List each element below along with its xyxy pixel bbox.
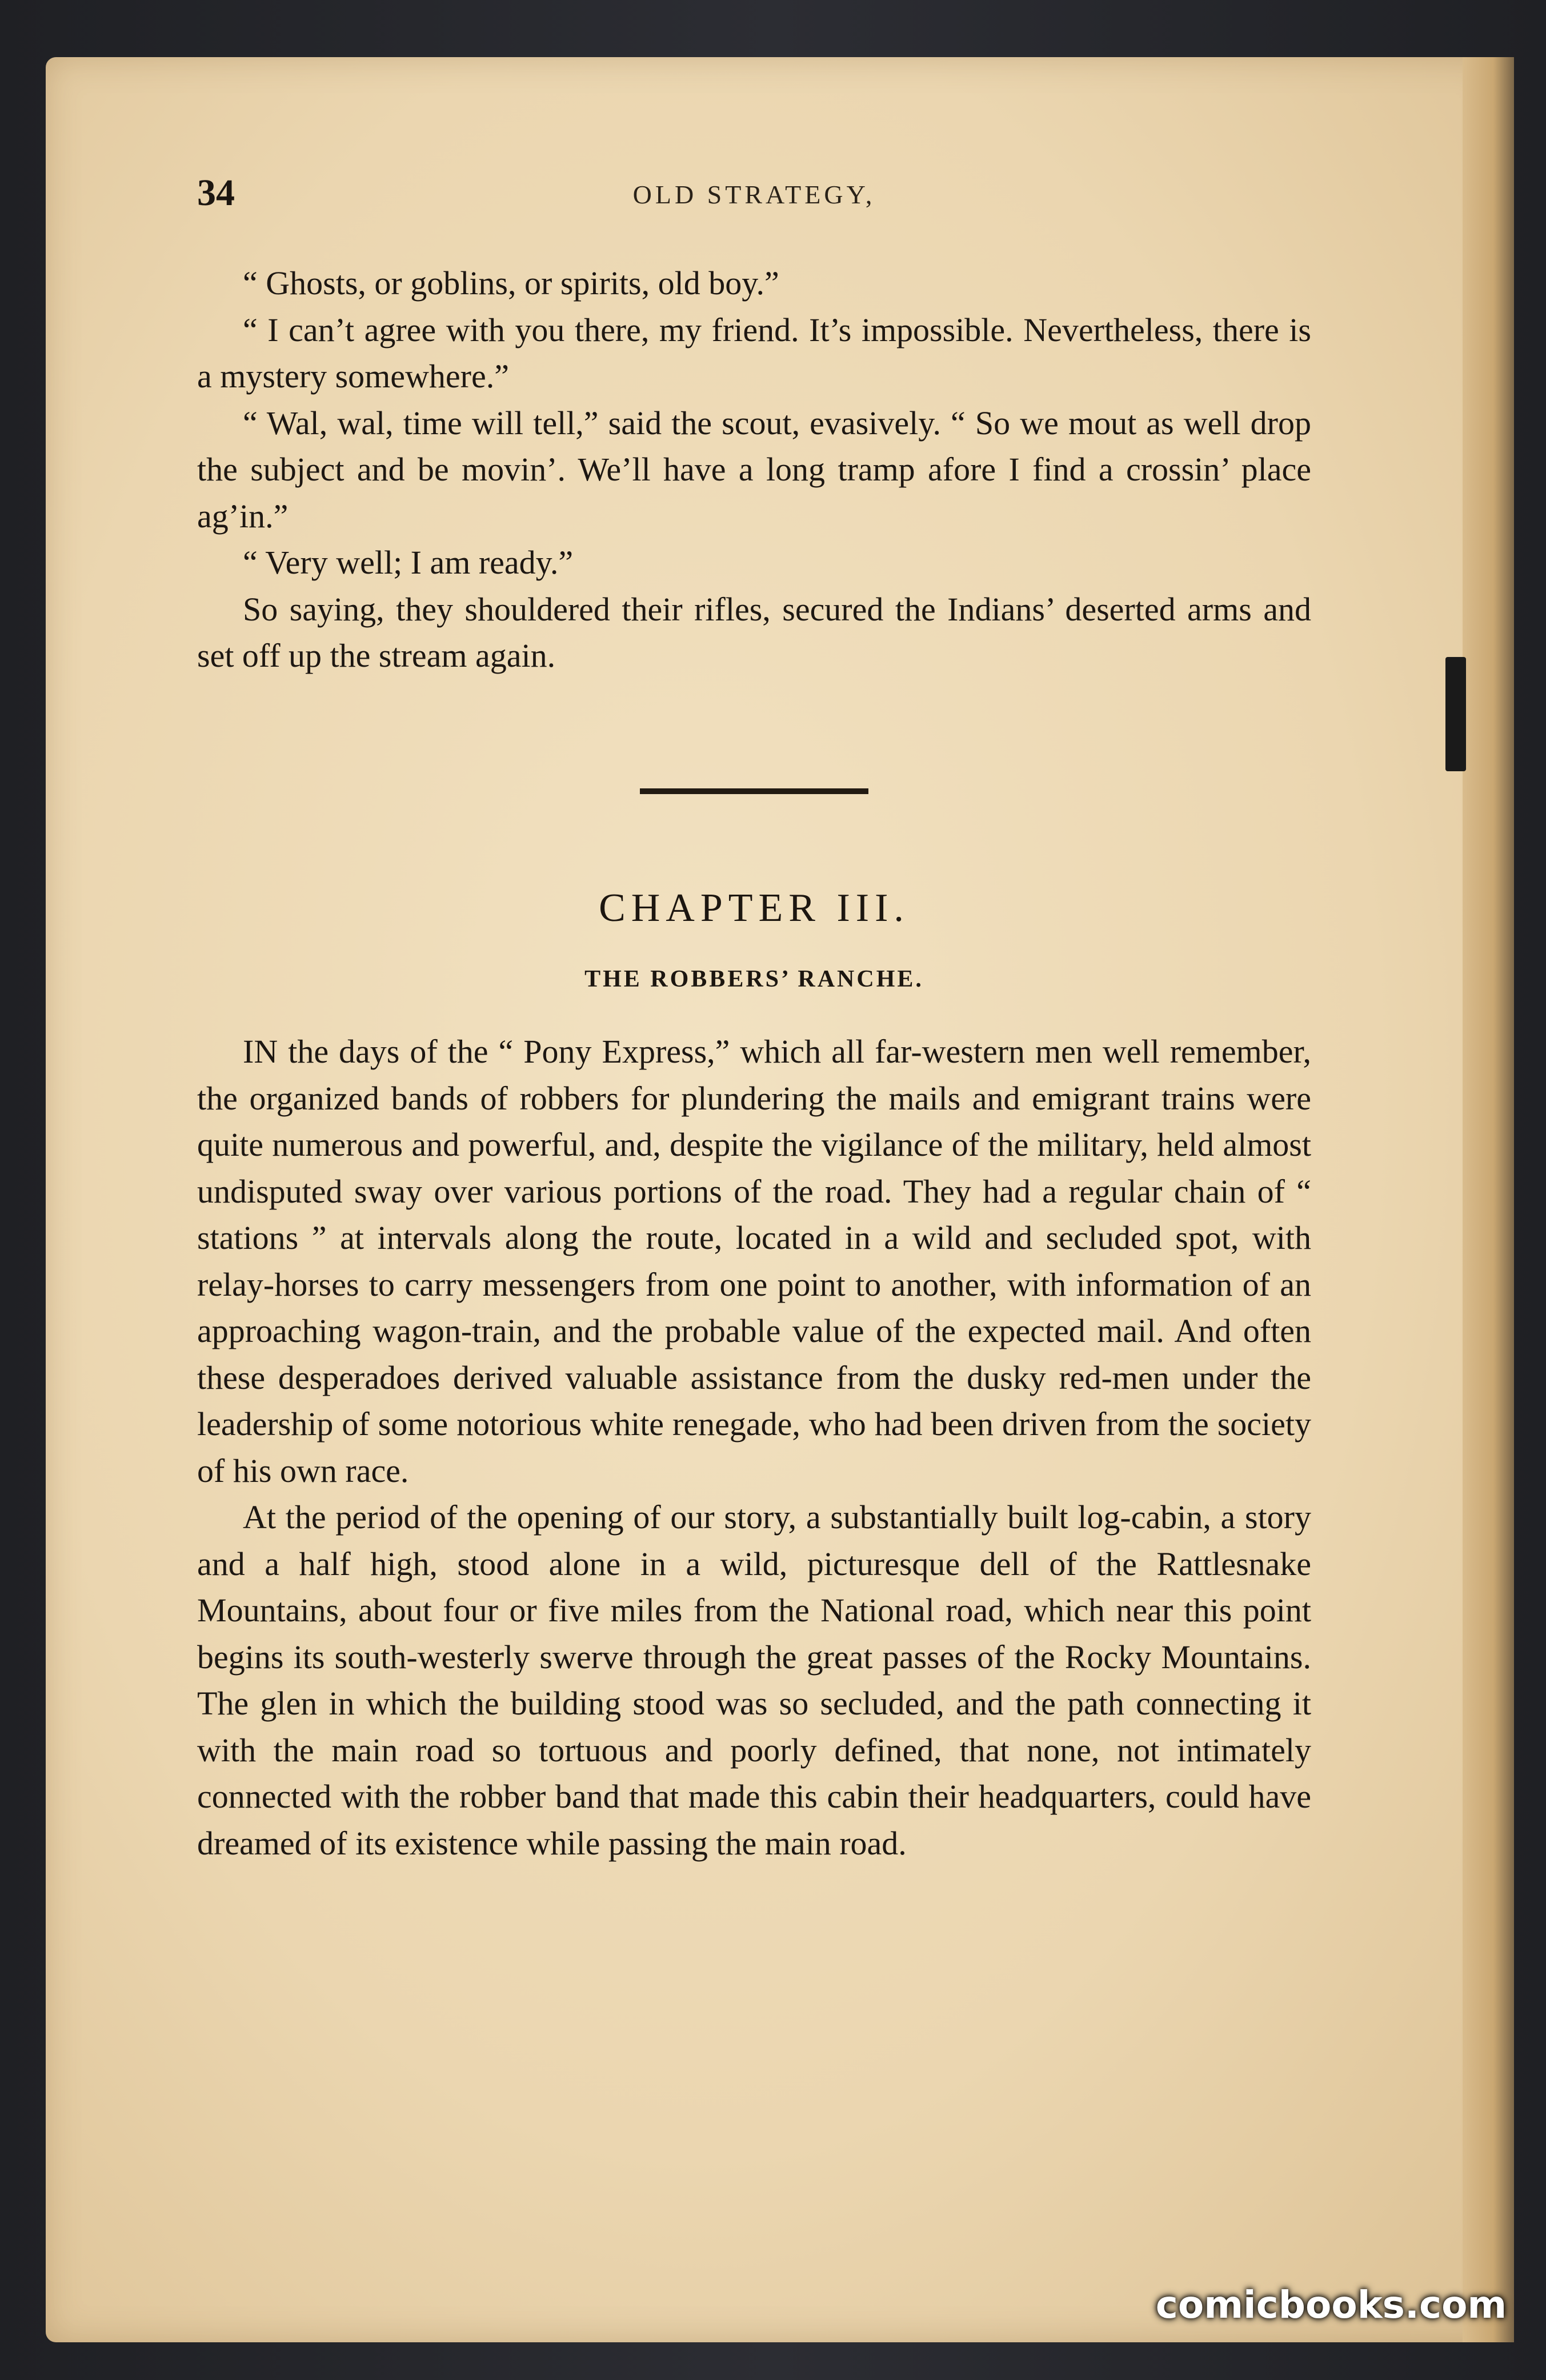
page-number: 34 (197, 172, 235, 214)
watermark: comicbooks.com (1155, 2283, 1507, 2327)
paragraph: So saying, they shouldered their rifles, secured the Indians’ deserted arms and set off up the stream again. (197, 590, 1311, 674)
page-edge (1463, 57, 1514, 2342)
paragraph: “ Very well; I am ready.” (243, 544, 574, 581)
chapter-title: CHAPTER III. (599, 886, 910, 930)
paragraph: At the period of the opening of our story, a substantially built log-cabin, a story and a half high, stood alone in a wild, picturesque dell of the Rattlesnake Mountains, about four or five miles from the National road, which near this point begins its south-westerly swerve through the great passes of the Rocky Mountains. The glen in which the building stood was so secluded, and the path connecting it with the main road so tortuous and poorly defined, that none, not intimately connected with the robber band that made this cabin their headquarters, could have dreamed of its existence while passing the main road. (197, 1498, 1311, 1862)
paragraph: “ Wal, wal, time will tell,” said the scout, evasively. “ So we mout as well drop the subject and be movin’. We’ll have a long tramp afore I find a crossin’ place ag’in.” (197, 404, 1311, 535)
paragraph: “ Ghosts, or goblins, or spirits, old boy.” (243, 265, 779, 302)
continued-text (197, 260, 1311, 679)
chapter-subtitle: THE ROBBERS’ RANCHE. (584, 966, 924, 992)
page-header (197, 171, 1311, 229)
binding-tab (1445, 657, 1466, 771)
section-rule (640, 788, 868, 794)
running-head: OLD STRATEGY, (632, 180, 876, 209)
paragraph: IN the days of the “ Pony Express,” which all far-western men well remember, the organized bands of robbers for plundering the mails and emigrant trains were quite numerous and powerful, and, despite the vigilance of the military, held almost undisputed sway over various portions of the road. They had a regular chain of “ stations ” at intervals along the route, located in a wild and secluded spot, with relay-horses to carry messengers from one point to another, with information of an approaching wagon-train, and the probable value of the expected mail. And often these desperadoes derived valuable assistance from the dusky red-men under the leadership of some notorious white renegade, who had been driven from the society of his own race. (197, 1033, 1311, 1489)
chapter-text (197, 1028, 1311, 1866)
paragraph: “ I can’t agree with you there, my friend. It’s impossible. Nevertheless, there is a mystery somewhere.” (197, 311, 1311, 395)
